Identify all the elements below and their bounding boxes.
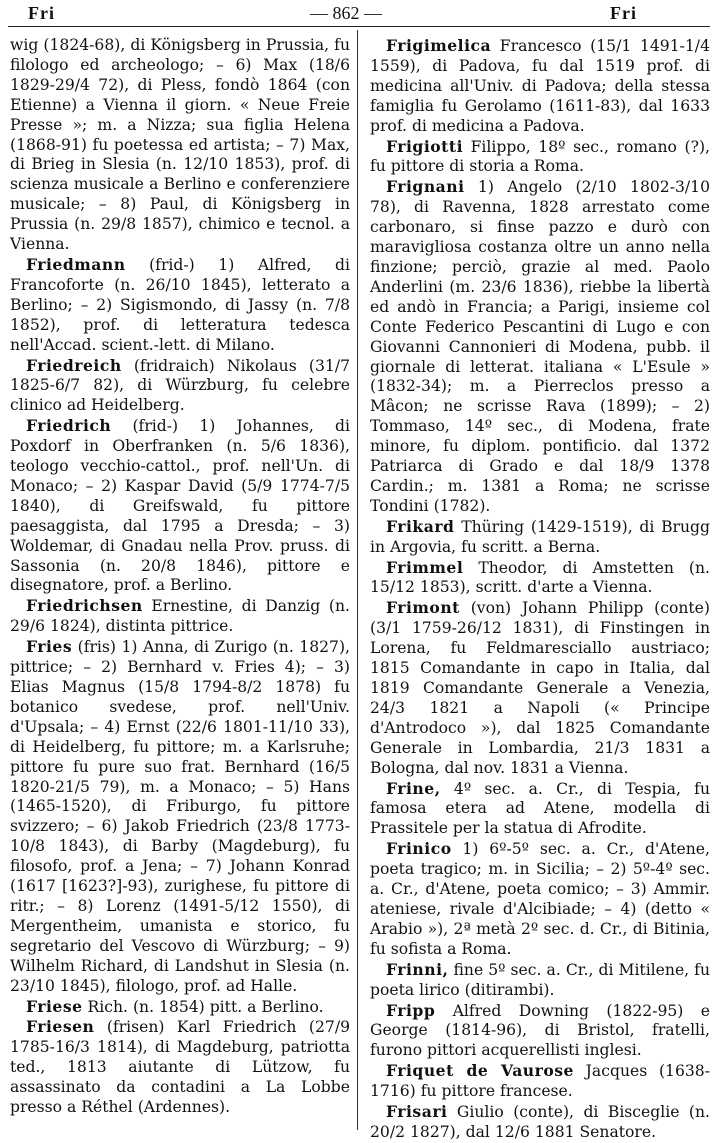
header-left: Fri (28, 3, 55, 23)
entry-text: 4º sec. a. Cr., di Tespia, fu famosa etera ad Atene, modella di Prassitele per la statua di Afrodite. (370, 779, 710, 838)
dictionary-entry (370, 1001, 710, 1062)
dictionary-entry (370, 517, 710, 558)
page-number: — 862 — (310, 3, 382, 23)
entry-headword: Friedmann (26, 254, 126, 274)
entry-text: Thüring (1429-1519), di Brugg in Argovia, fu scritt. a Berna. (370, 517, 710, 556)
entry-text: 1) 6º-5º sec. a. Cr., d'Atene, poeta tragico; m. in Sicilia; – 2) 5º-4º sec. a. Cr., d'Atene, poeta comico; – 3) Ammir. ateniese, rivale d'Alcibiade; – 4) (detto « Arabio »), 2ª metà 2º sec. d. Cr., di Bitinia, fu sofista a Roma. (370, 840, 710, 958)
entry-headword: Fries (26, 637, 73, 657)
entry-text: (frid-) 1) Alfred, di Francoforte (n. 26/10 1845), letterato a Berlino; – 2) Sigismondo, di Jassy (n. 7/8 1852), prof. di letteratura tedesca nell'Accad. scient.-lett. di Milano. (10, 255, 350, 354)
entry-headword: Frinico (386, 839, 452, 859)
entry-text: Giulio (conte), di Bisceglie (n. 20/2 1827), dal 12/6 1881 Senatore. (370, 1103, 710, 1141)
entry-text: Francesco (15/1 1491-1/4 1559), di Padova, fu dal 1519 prof. di medicina all'Univ. di Padova; della stessa famiglia fu Gerolamo (1611-83), dal 1633 prof. di medicina a Padova. (370, 37, 710, 135)
dictionary-entry (370, 779, 710, 840)
page-header (0, 0, 718, 26)
dictionary-entry (370, 36, 710, 137)
entry-headword: Frisari (386, 1102, 448, 1122)
entry-text: Filippo, 18º sec., romano (?), fu pittore di storia a Roma. (370, 137, 710, 176)
entry-text: Ernestine, di Danzig (n. 29/6 1824), distinta pittrice. (10, 597, 350, 636)
entry-text: wig (1824-68), di Königsberg in Prussia, fu filologo ed archeologo; – 6) Max (18/6 1829-29/4 72), di Pless, fondò 1864 (con Etienne) a Vienna il giorn. « Neue Freie Presse »; m. a Nizza; sua figlia Helena (1868-91) fu poetessa ed artista; – 7) Max, di Brieg in Slesia (n. 12/10 1853), prof. di scienza musicale a Berlino e conferenziere musicale; – 8) Paul, di Königsberg in Prussia (n. 29/8 1857), chimico e tecnol. a Vienna. (10, 36, 350, 254)
dictionary-entry (370, 137, 710, 178)
header-right: Fri (610, 3, 637, 23)
entry-headword: Frigimelica (386, 36, 492, 55)
dictionary-entry (10, 997, 350, 1018)
entry-headword: Friedreich (26, 355, 122, 375)
entry-headword: Friesen (26, 1017, 95, 1037)
entry-text: Alfred Downing (1822-95) e George (1814-96), di Bristol, fratelli, furono pittori acquerellisti inglesi. (370, 1001, 710, 1060)
dictionary-entry (10, 596, 350, 637)
entry-text: (fridraich) Nikolaus (31/7 1825-6/7 82), di Würzburg, fu celebre clinico ad Heidelberg. (10, 356, 350, 415)
entry-headword: Friedrich (26, 416, 112, 436)
entry-headword: Frine, (386, 778, 441, 798)
entry-headword: Friese (26, 996, 83, 1016)
dictionary-entry (370, 177, 710, 516)
entry-text: (von) Johann Philipp (conte) (3/1 1759-26/12 1831), di Finstingen in Lorena, fu Feldmaresciallo austriaco; 1815 Comandante in capo in Italia, dal 1819 Comandante Generale a Venezia, 24/3 1821 a Napoli (« Principe d'Antrodoco »), dal 1825 Comandante Generale in Lombardia, 21/3 1831 a Bologna, dal nov. 1831 a Vienna. (370, 599, 710, 777)
entry-headword: Frinni, (386, 959, 449, 979)
entry-headword: Frimmel (386, 557, 464, 577)
entry-headword: Friedrichsen (26, 596, 143, 616)
dictionary-entry (370, 1102, 710, 1143)
entry-headword: Frignani (386, 177, 465, 197)
dictionary-entry (10, 416, 350, 596)
dictionary-entry (370, 558, 710, 599)
entry-text: fine 5º sec. a. Cr., di Mitilene, fu poeta lirico (ditirambi). (370, 960, 710, 999)
entry-text: (fris) 1) Anna, di Zurigo (n. 1827), pittrice; – 2) Bernhard v. Fries 4); – 3) Elias Magnus (15/8 1794-8/2 1878) fu botanico svedese, prof. nell'Univ. d'Upsala; – 4) Ernst (22/6 1801-11/10 33), di Heidelberg, fu pittore; m. a Karlsruhe; pittore fu pure suo frat. Bernhard (16/5 1820-21/5 79), m. a Monaco; – 5) Hans (1465-1520), di Friburgo, fu pittore svizzero; – 6) Jakob Friedrich (23/8 1773-10/8 1843), di Barby (Magdeburg), fu filosofo, prof. a Jena; – 7) Johann Konrad (1617 [1623?]-93), zurighese, fu pittore di ritr.; – 8) Lorenz (1491-5/12 1550), di Mergentheim, umanista e storico, fu segretario del Vescovo di Würzburg; – 9) Wilhelm Richard, di Landshut in Slesia (n. 23/10 1845), filologo, prof. ad Halle. (10, 638, 350, 995)
entry-text: Rich. (n. 1854) pitt. a Berlino. (82, 997, 324, 1016)
column-divider (357, 30, 358, 1130)
entry-headword: Frimont (386, 598, 460, 618)
dictionary-entry (370, 1061, 710, 1102)
dictionary-entry (10, 36, 350, 255)
entry-headword: Friquet de Vaurose (386, 1061, 574, 1081)
entry-headword: Frikard (386, 516, 455, 536)
entry-headword: Frigiotti (386, 136, 463, 156)
dictionary-entry (370, 598, 710, 778)
dictionary-entry (10, 255, 350, 356)
left-column (10, 36, 350, 1118)
dictionary-entry (10, 637, 350, 996)
header-rule (8, 26, 710, 27)
entry-text: (frid-) 1) Johannes, di Poxdorf in Oberfranken (n. 5/6 1836), teologo vecchio-cattol., prof. nell'Un. di Monaco; – 2) Kaspar David (5/9 1774-7/5 1840), di Greifswald, fu pittore paesaggista, dal 1795 a Dresda; – 3) Woldemar, di Gnadau nella Prov. pruss. di Sassonia (n. 20/8 1846), pittore e disegnatore, prof. a Berlino. (10, 417, 350, 595)
entry-text: (frisen) Karl Friedrich (27/9 1785-16/3 1814), di Magdeburg, patriotta ted., 1813 aiutante di Lützow, fu assassinato da contadini a La Lobbe presso a Réthel (Ardennes). (10, 1018, 350, 1117)
entry-text: Jacques (1638-1716) fu pittore francese. (370, 1062, 710, 1101)
entry-text: Theodor, di Amstetten (n. 15/12 1853), scritt. d'arte a Vienna. (370, 558, 710, 597)
entry-headword: Fripp (386, 1000, 436, 1020)
dictionary-entry (370, 839, 710, 959)
dictionary-entry (370, 960, 710, 1001)
right-column (370, 36, 710, 1143)
dictionary-entry (10, 356, 350, 417)
entry-text: 1) Angelo (2/10 1802-3/10 78), di Ravenna, 1828 arrestato come carbonaro, si finse pazzo e durò con maravigliosa costanza oltre un anno nella finzione; perciò, grazie al med. Paolo Anderlini (m. 23/6 1836), riebbe la libertà ed andò in Francia; a Parigi, insieme col Conte Federico Pescantini di Lugo e con Giovanni Cannonieri di Modena, pubb. il giornale di letterat. italiana « L'Esule » (1832-34); m. a Pierreclos presso a Mâcon; ne scrisse Rava (1899); – 2) Tommaso, 14º sec., di Modena, frate minore, fu diplom. pontificio. dal 1372 Patriarca di Grado e dal 18/9 1378 Cardin.; m. 1381 a Roma; ne scrisse Tondini (1782). (370, 178, 710, 515)
dictionary-entry (10, 1017, 350, 1118)
